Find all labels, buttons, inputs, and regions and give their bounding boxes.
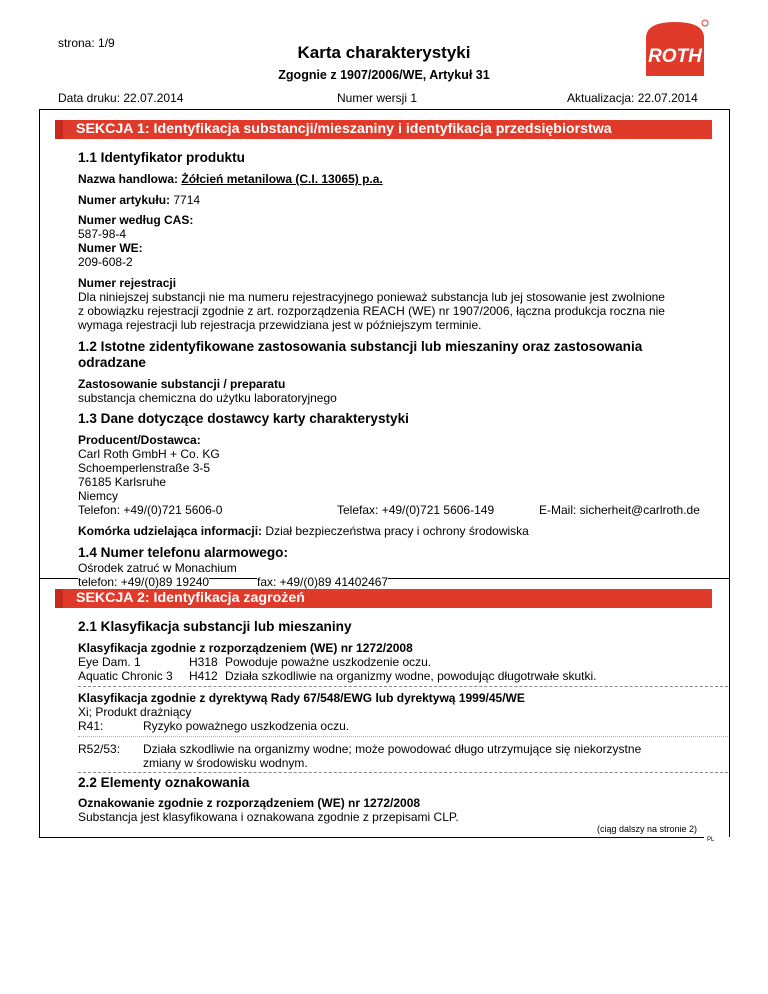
s11-title: 1.1 Identyfikator produktu xyxy=(78,150,245,165)
clp-row-code: H412 xyxy=(189,669,218,683)
dashed-divider xyxy=(78,772,728,773)
supplier-name: Carl Roth GmbH + Co. KG xyxy=(78,447,220,461)
print-date: Data druku: 22.07.2014 xyxy=(58,91,184,105)
clp-row-text: Działa szkodliwie na organizmy wodne, powodując długotrwałe skutki. xyxy=(225,669,597,683)
we-number: 209-608-2 xyxy=(78,255,133,269)
frame-left-s2 xyxy=(39,578,40,837)
language-code: PL xyxy=(707,837,715,843)
frame-right-s2 xyxy=(729,578,730,837)
roth-logo xyxy=(640,18,710,78)
we-label: Numer WE: xyxy=(78,241,143,255)
continued-note: (ciąg dalszy na stronie 2) xyxy=(597,824,698,834)
document-title: Karta charakterystyki xyxy=(297,43,471,62)
update-date: Aktualizacja: 22.07.2014 xyxy=(567,91,698,105)
clp-label: Klasyfikacja zgodnie z rozporządzeniem (WE) nr 1272/2008 xyxy=(78,641,413,655)
bottom-rule xyxy=(39,837,704,838)
r41-code: R41: xyxy=(78,719,104,733)
registration-text-2: z obowiązku rejestracji zgodnie z art. rozporządzenia REACH (WE) nr 1907/2006, łączna produkcja roczna nie xyxy=(78,304,665,318)
s12-title-1: 1.2 Istotne zidentyfikowane zastosowania substancji lub mieszaniny oraz zastosowania xyxy=(78,339,643,354)
s13-title: 1.3 Dane dotyczące dostawcy karty charakterystyki xyxy=(78,411,409,426)
label-reg: Oznakowanie zgodnie z rozporządzeniem (WE) nr 1272/2008 xyxy=(78,796,421,810)
registration-text-3: wymaga rejestracji lub rejestracja przewidziana jest w późniejszym terminie. xyxy=(78,318,482,332)
cas-label: Numer według CAS: xyxy=(78,213,194,227)
cas-number: 587-98-4 xyxy=(78,227,127,241)
article-number: Numer artykułu: 7714 xyxy=(78,193,201,207)
emergency-phone: telefon: +49/(0)89 19240 xyxy=(78,575,210,589)
registration-label: Numer rejestracji xyxy=(78,276,177,290)
dsd-symbol: Xi; Produkt drażniący xyxy=(78,705,192,719)
document-subtitle: Zgognie z 1907/2006/WE, Artykuł 31 xyxy=(278,68,490,82)
dsd-label: Klasyfikacja zgodnie z dyrektywą Rady 67/548/EWG lub dyrektywą 1999/45/WE xyxy=(78,691,525,705)
r41-text: Ryzyko poważnego uszkodzenia oczu. xyxy=(143,719,350,733)
emergency-center: Ośrodek zatruć w Monachium xyxy=(78,561,237,575)
info-department: Komórka udzielająca informacji: Dział bezpieczeństwa pracy i ochrony środowiska xyxy=(78,524,529,538)
r5253-code: R52/53: xyxy=(78,742,121,756)
s22-title: 2.2 Elementy oznakowania xyxy=(78,775,250,790)
s14-title: 1.4 Numer telefonu alarmowego: xyxy=(78,545,288,560)
section-1-header: SEKCJA 1: Identyfikacja substancji/mieszaniny i identyfikacja przedsiębiorstwa xyxy=(55,120,712,139)
supplier-country: Niemcy xyxy=(78,489,119,503)
clp-row-class: Aquatic Chronic 3 xyxy=(78,669,173,683)
supplier-street: Schoemperlenstraße 3-5 xyxy=(78,461,211,475)
label-text: Substancja jest klasyfikowana i oznakowana zgodnie z przepisami CLP. xyxy=(78,810,459,824)
registration-text-1: Dla niniejszej substancji nie ma numeru rejestracyjnego ponieważ substancja lub jej stosowanie jest zwolnione xyxy=(78,290,665,304)
use-label: Zastosowanie substancji / preparatu xyxy=(78,377,286,391)
supplier-email[interactable]: E-Mail: sicherheit@carlroth.de xyxy=(539,503,700,517)
supplier-phone: Telefon: +49/(0)721 5606-0 xyxy=(78,503,223,517)
frame-left-s1 xyxy=(39,109,40,579)
trade-name: Nazwa handlowa: Żółcień metanilowa (C.I. 13065) p.a. xyxy=(78,172,383,186)
supplier-fax: Telefax: +49/(0)721 5606-149 xyxy=(337,503,495,517)
frame-right-s1 xyxy=(729,109,730,579)
supplier-city: 76185 Karlsruhe xyxy=(78,475,167,489)
svg-text:ROTH: ROTH xyxy=(648,46,702,67)
dotted-divider xyxy=(78,736,728,737)
dashed-divider xyxy=(78,686,728,687)
s12-title-2: odradzane xyxy=(78,355,146,370)
use-value: substancja chemiczna do użytku laboratoryjnego xyxy=(78,391,337,405)
emergency-fax: fax: +49/(0)89 41402467 xyxy=(257,575,389,589)
page-number: strona: 1/9 xyxy=(58,36,115,50)
s21-title: 2.1 Klasyfikacja substancji lub mieszaniny xyxy=(78,619,352,634)
clp-row-text: Powoduje poważne uszkodzenie oczu. xyxy=(225,655,432,669)
supplier-label: Producent/Dostawca: xyxy=(78,433,201,447)
header-rule xyxy=(39,109,730,110)
r5253-text-1: Działa szkodliwie na organizmy wodne; może powodować długo utrzymujące się niekorzystne xyxy=(143,742,642,756)
clp-row-code: H318 xyxy=(189,655,218,669)
r5253-text-2: zmiany w środowisku wodnym. xyxy=(143,756,308,770)
clp-row-class: Eye Dam. 1 xyxy=(78,655,141,669)
section-2-header: SEKCJA 2: Identyfikacja zagrożeń xyxy=(55,589,712,608)
version-number: Numer wersji 1 xyxy=(337,91,418,105)
